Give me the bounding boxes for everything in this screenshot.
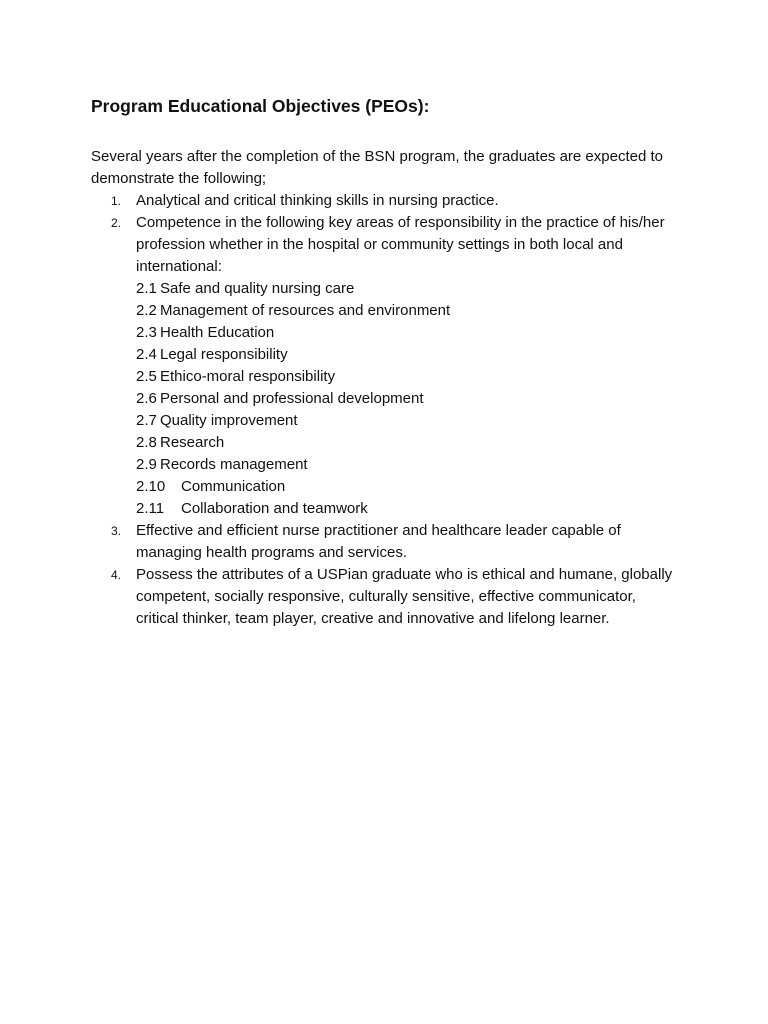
- intro-paragraph: Several years after the completion of the BSN program, the graduates are expected to demonstrate the following;: [91, 148, 663, 187]
- objective-number: 3.: [111, 524, 122, 538]
- key-area-text: Communication: [181, 478, 286, 495]
- key-area-item: [136, 366, 681, 388]
- objectives-list: [91, 190, 681, 630]
- key-area-text: Records management: [160, 456, 308, 473]
- objective-number: 1.: [111, 194, 122, 208]
- key-area-item: [136, 278, 681, 300]
- key-area-number: 2.10: [136, 478, 166, 495]
- key-area-item: [136, 498, 681, 520]
- key-area-number: 2.5: [136, 368, 157, 385]
- key-area-text: Health Education: [160, 324, 275, 341]
- objective-item-1: [91, 190, 681, 212]
- key-area-number: 2.1: [136, 280, 157, 297]
- key-area-text: Quality improvement: [160, 412, 298, 429]
- objective-item-3: [91, 520, 681, 564]
- document-content: [91, 94, 681, 630]
- objective-text: Effective and efficient nurse practitioner and healthcare leader capable of managing health programs and services.: [136, 522, 621, 561]
- objective-text: Competence in the following key areas of responsibility in the practice of his/her profession whether in the hospital or community settings in both local and international:: [136, 214, 665, 275]
- objective-number: 4.: [111, 568, 122, 582]
- key-area-item: [136, 432, 681, 454]
- key-area-text: Safe and quality nursing care: [160, 280, 355, 297]
- objective-text: Analytical and critical thinking skills in nursing practice.: [136, 192, 499, 209]
- objective-text: Possess the attributes of a USPian graduate who is ethical and humane, globally competent, socially responsive, culturally sensitive, effective communicator, critical thinker, team player, creative and innovative and lifelong learner.: [136, 566, 673, 627]
- key-area-item: [136, 344, 681, 366]
- objective-item-2: [91, 212, 681, 520]
- key-area-number: 2.4: [136, 346, 157, 363]
- key-area-text: Legal responsibility: [160, 346, 288, 363]
- key-area-text: Management of resources and environment: [160, 302, 451, 319]
- key-area-number: 2.9: [136, 456, 157, 473]
- key-area-item: [136, 476, 681, 498]
- key-areas-list: [136, 278, 681, 520]
- objective-item-4: [91, 564, 681, 630]
- objective-number: 2.: [111, 216, 122, 230]
- key-area-text: Collaboration and teamwork: [181, 500, 368, 517]
- key-area-item: [136, 454, 681, 476]
- key-area-item: [136, 388, 681, 410]
- key-area-text: Ethico-moral responsibility: [160, 368, 336, 385]
- key-area-text: Personal and professional development: [160, 390, 424, 407]
- document-title: Program Educational Objectives (PEOs):: [91, 96, 430, 116]
- key-area-item: [136, 322, 681, 344]
- key-area-number: 2.11: [136, 500, 165, 517]
- key-area-number: 2.6: [136, 390, 157, 407]
- key-area-number: 2.3: [136, 324, 157, 341]
- key-area-text: Research: [160, 434, 225, 451]
- key-area-number: 2.2: [136, 302, 157, 319]
- key-area-item: [136, 300, 681, 322]
- key-area-number: 2.7: [136, 412, 157, 429]
- key-area-number: 2.8: [136, 434, 157, 451]
- key-area-item: [136, 410, 681, 432]
